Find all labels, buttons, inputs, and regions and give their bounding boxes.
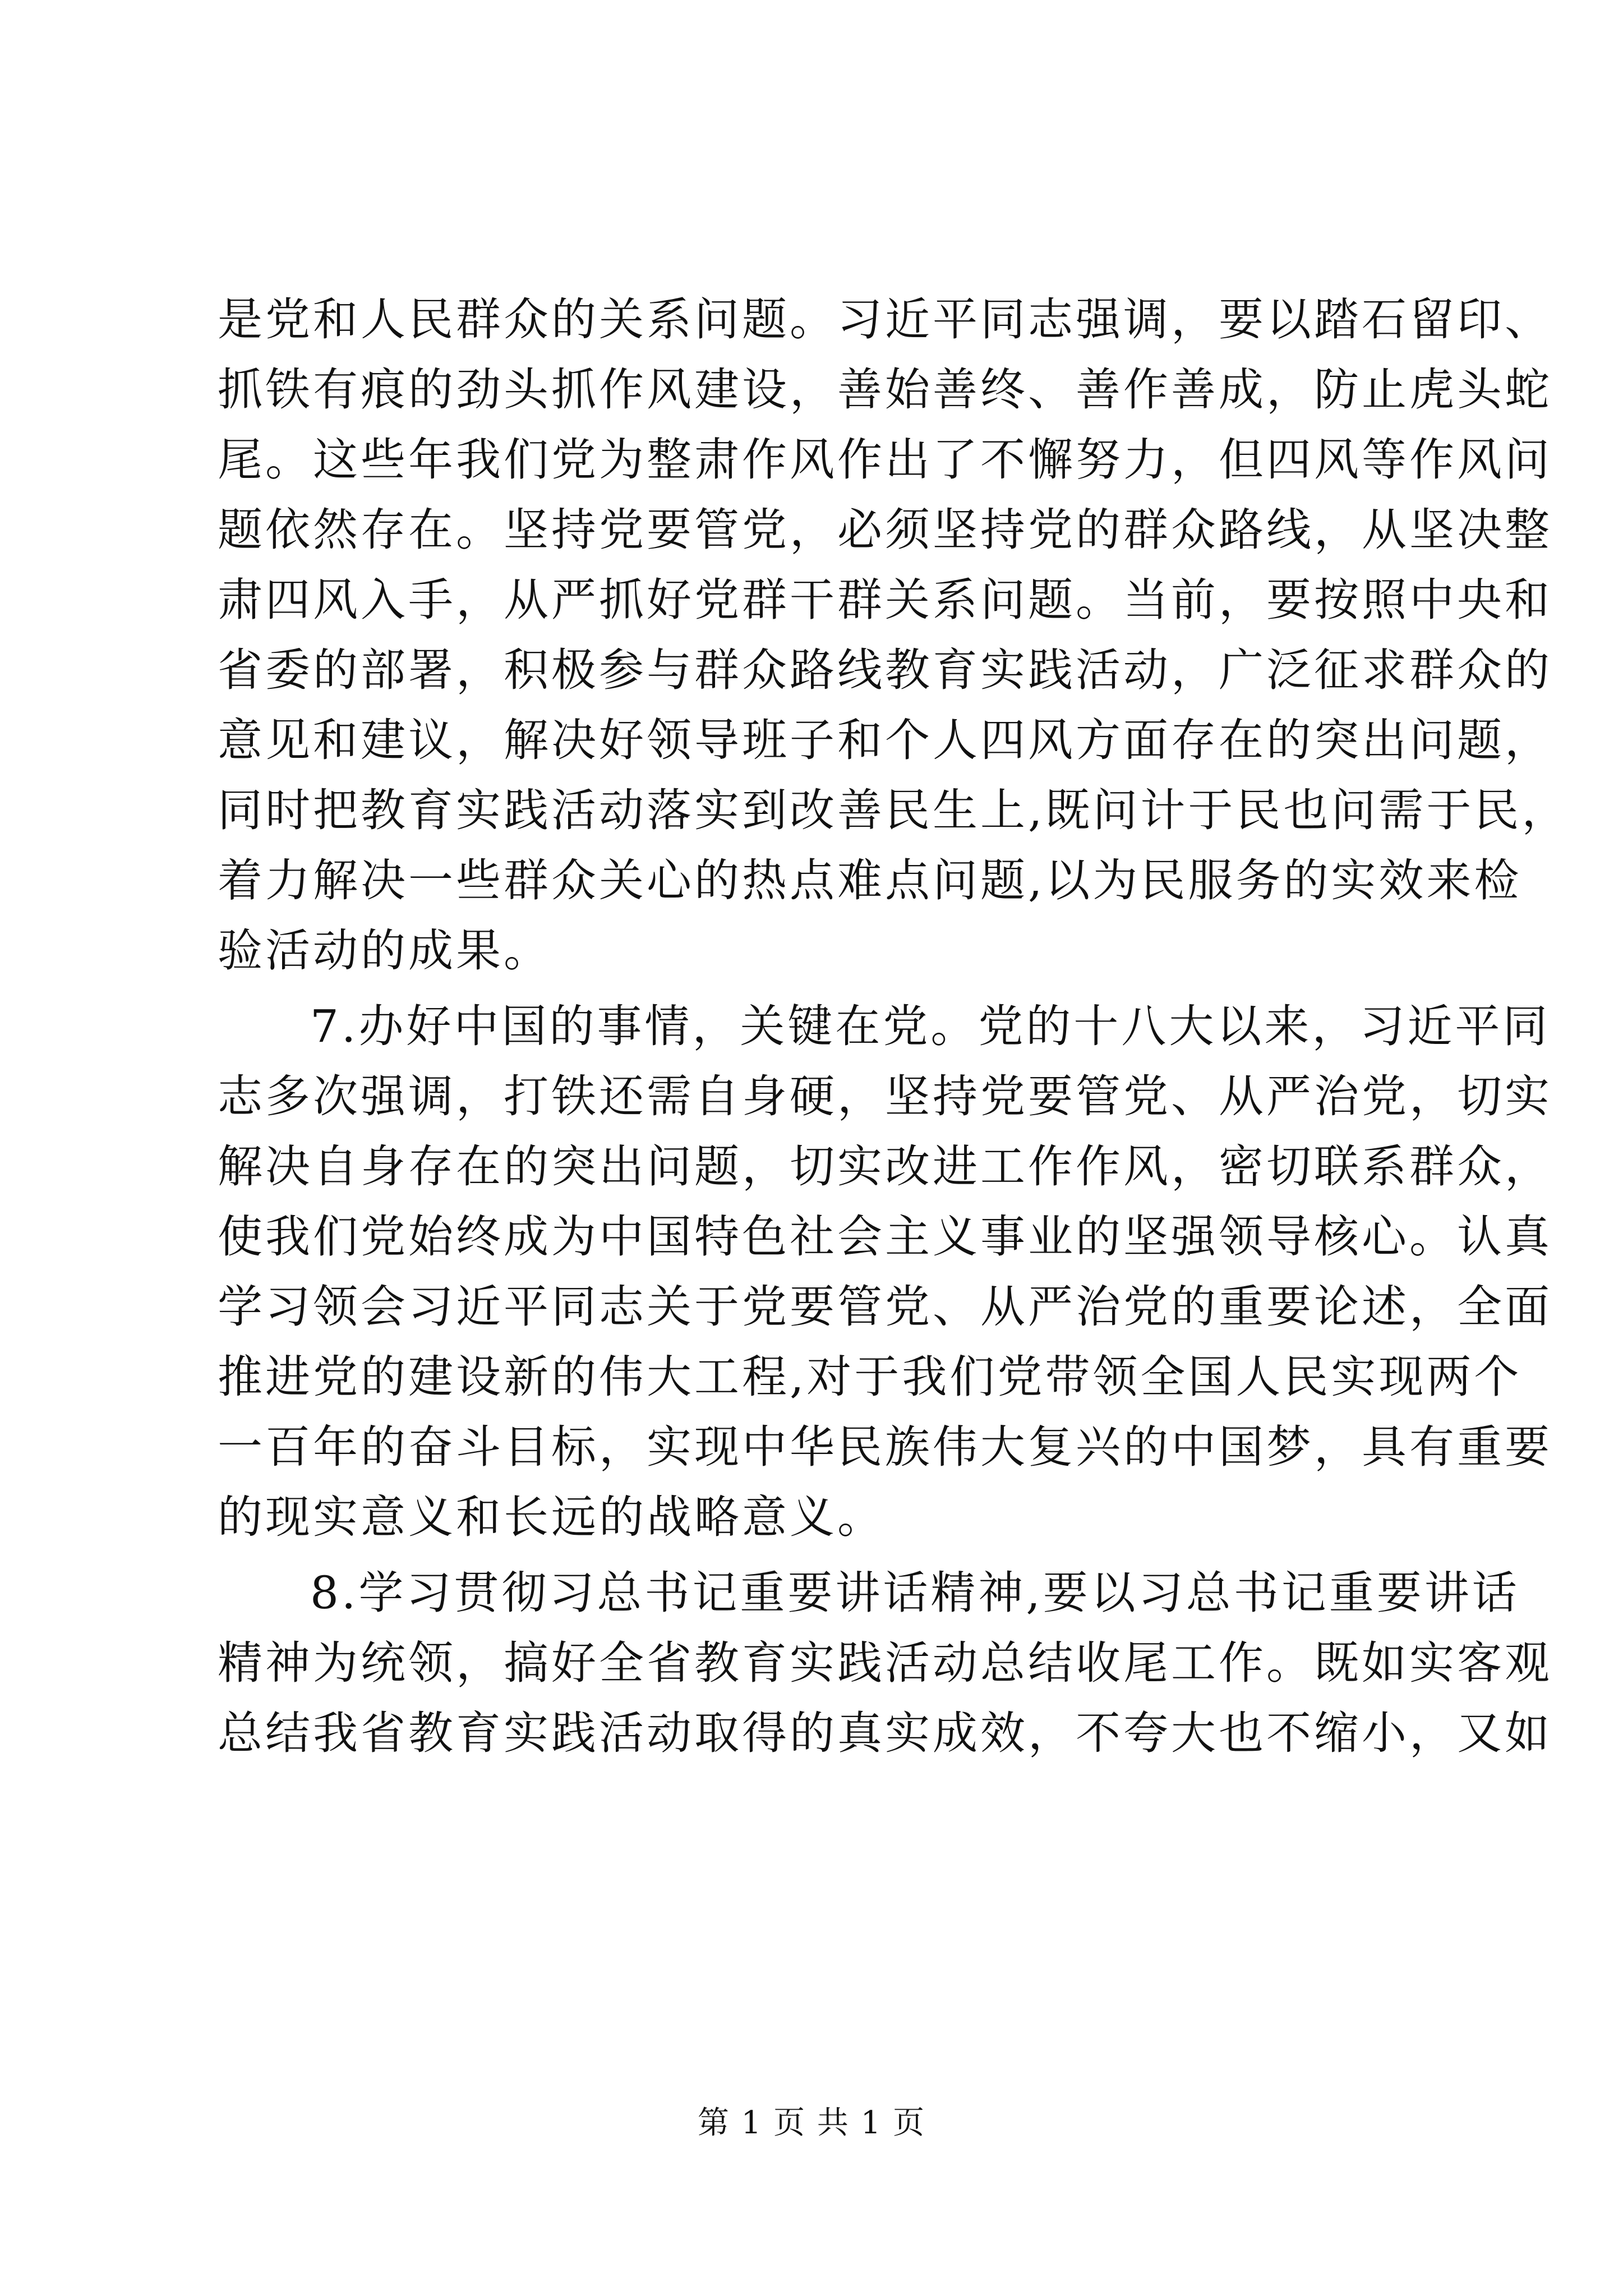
text-line: 同时把教育实践活动落实到改善民生上,既问计于民也问需于民， [218, 784, 1570, 836]
text-line: 精神为统领，搞好全省教育实践活动总结收尾工作。既如实客观 [218, 1637, 1552, 1689]
paragraph-8-first-line: 8.学习贯彻习总书记重要讲话精神,要以习总书记重要讲话 [310, 1567, 1520, 1619]
text-line: 尾。这些年我们党为整肃作风作出了不懈努力，但四风等作风问 [218, 434, 1552, 486]
text-line: 是党和人民群众的关系问题。习近平同志强调，要以踏石留印、 [218, 293, 1552, 346]
text-line: 解决自身存在的突出问题，切实改进工作作风，密切联系群众， [218, 1140, 1552, 1193]
paragraph-7-first-line: 7.办好中国的事情，关键在党。党的十八大以来，习近平同 [310, 1000, 1551, 1052]
text-line: 学习领会习近平同志关于党要管党、从严治党的重要论述，全面 [218, 1281, 1552, 1333]
text-line: 肃四风入手，从严抓好党群干群关系问题。当前，要按照中央和 [218, 574, 1552, 626]
text-line: 推进党的建设新的伟大工程,对于我们党带领全国人民实现两个 [218, 1351, 1522, 1403]
text-line: 的现实意义和长远的战略意义。 [218, 1491, 885, 1543]
text-line: 一百年的奋斗目标，实现中华民族伟大复兴的中国梦，具有重要 [218, 1421, 1552, 1473]
text-line: 省委的部署，积极参与群众路线教育实践活动，广泛征求群众的 [218, 644, 1552, 696]
text-line: 题依然存在。坚持党要管党，必须坚持党的群众路线，从坚决整 [218, 504, 1552, 556]
text-line: 着力解决一些群众关心的热点难点问题,以为民服务的实效来检 [218, 854, 1522, 907]
page-number-footer: 第 1 页 共 1 页 [697, 2105, 926, 2141]
text-line: 志多次强调，打铁还需自身硬，坚持党要管党、从严治党，切实 [218, 1070, 1552, 1122]
text-line: 抓铁有痕的劲头抓作风建设，善始善终、善作善成，防止虎头蛇 [218, 364, 1552, 416]
text-line: 验活动的成果。 [218, 924, 551, 977]
text-line: 使我们党始终成为中国特色社会主义事业的坚强领导核心。认真 [218, 1211, 1552, 1263]
text-line: 总结我省教育实践活动取得的真实成效，不夸大也不缩小，又如 [218, 1707, 1552, 1759]
text-line: 意见和建议，解决好领导班子和个人四风方面存在的突出问题， [218, 714, 1552, 766]
